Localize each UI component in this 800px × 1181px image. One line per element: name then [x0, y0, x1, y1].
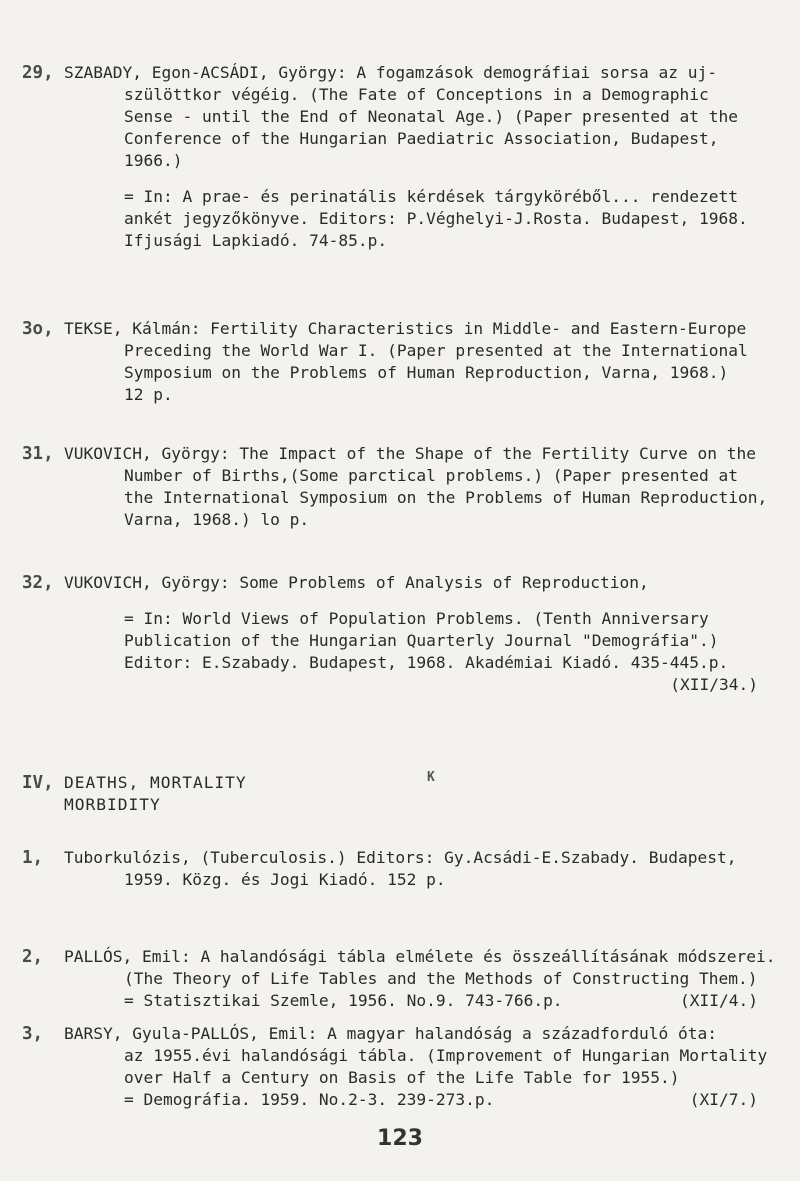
bibliography-entry-30: [22, 318, 772, 406]
section-heading: [22, 772, 772, 816]
entry-source-line: Ifjusági Lapkiadó. 74-85.p.: [124, 231, 388, 250]
entry-source-line: Publication of the Hungarian Quarterly Journal "Demográfia".): [124, 631, 719, 650]
entry-number: 2,: [22, 947, 44, 967]
entry-line: Conference of the Hungarian Paediatric Association, Budapest,: [124, 129, 719, 148]
bibliography-entry-32: [22, 572, 772, 696]
entry-number: 3,: [22, 1024, 44, 1044]
entry-source-line: ankét jegyzőkönyve. Editors: P.Véghelyi-J.Rosta. Budapest, 1968.: [124, 209, 748, 228]
entry-heading: PALLÓS, Emil: A halandósági tábla elmélete és összeállításának módszerei.: [64, 947, 776, 966]
entry-number: 31,: [22, 444, 54, 464]
entry-line: [64, 990, 772, 1012]
page-number: 123: [377, 1126, 423, 1151]
entry-line: (The Theory of Life Tables and the Methods of Constructing Them.): [124, 969, 758, 988]
entry-heading: BARSY, Gyula-PALLÓS, Emil: A magyar halandóság a századforduló óta:: [64, 1024, 717, 1043]
entry-line: Number of Births,(Some parctical problems.) (Paper presented at: [124, 466, 738, 485]
entry-line: [64, 1089, 772, 1111]
entry-line: az 1955.évi halandósági tábla. (Improvement of Hungarian Mortality: [124, 1046, 768, 1065]
entry-source-line: = Demográfia. 1959. No.2-3. 239-273.p.: [124, 1090, 495, 1109]
entry-source-line: Editor: E.Szabady. Budapest, 1968. Akadémiai Kiadó. 435-445.p.: [124, 653, 729, 672]
entry-line: Sense - until the End of Neonatal Age.) (Paper presented at the: [124, 107, 738, 126]
entry-line: 1966.): [124, 151, 183, 170]
entry-number: 32,: [22, 573, 54, 593]
entry-heading: SZABADY, Egon-ACSÁDI, György: A fogamzások demográfiai sorsa az uj-: [64, 63, 717, 82]
entry-number: 1,: [22, 848, 44, 868]
bibliography-entry-iv-3: [22, 1023, 772, 1111]
entry-line: 12 p.: [124, 385, 173, 404]
entry-line: over Half a Century on Basis of the Life Table for 1955.): [124, 1068, 680, 1087]
bibliography-entry-29: [22, 62, 772, 252]
entry-source-line: = In: World Views of Population Problems. (Tenth Anniversary: [124, 609, 709, 628]
entry-line: Varna, 1968.) lo p.: [124, 510, 310, 529]
entry-reference: (XII/4.): [680, 991, 758, 1010]
entry-source-line: = Statisztikai Szemle, 1956. No.9. 743-766.p.: [124, 991, 563, 1010]
entry-reference: (XII/34.): [670, 675, 758, 694]
entry-line: the International Symposium on the Problems of Human Reproduction,: [124, 488, 768, 507]
entry-number: 29,: [22, 63, 54, 83]
bibliography-entry-31: [22, 443, 772, 531]
section-title: DEATHS, MORTALITY: [64, 773, 247, 792]
entry-line: 1959. Közg. és Jogi Kiadó. 152 p.: [124, 870, 446, 889]
entry-number: 3o,: [22, 319, 54, 339]
entry-heading: Tuborkulózis, (Tuberculosis.) Editors: Gy.Acsádi-E.Szabady. Budapest,: [64, 848, 737, 867]
section-number: IV,: [22, 773, 54, 793]
entry-heading: VUKOVICH, György: The Impact of the Shape of the Fertility Curve on the: [64, 444, 756, 463]
entry-line: szülöttkor végéig. (The Fate of Conceptions in a Demographic: [124, 85, 709, 104]
handwritten-mark: K: [427, 770, 435, 785]
bibliography-entry-iv-2: [22, 946, 776, 1012]
entry-heading: VUKOVICH, György: Some Problems of Analysis of Reproduction,: [64, 573, 649, 592]
entry-line: Symposium on the Problems of Human Reproduction, Varna, 1968.): [124, 363, 729, 382]
bibliography-entry-iv-1: [22, 847, 772, 891]
entry-source-line: = In: A prae- és perinatális kérdések tárgyköréből... rendezett: [124, 187, 738, 206]
section-subtitle: MORBIDITY: [64, 795, 161, 814]
entry-line: Preceding the World War I. (Paper presented at the International: [124, 341, 748, 360]
entry-heading: TEKSE, Kálmán: Fertility Characteristics in Middle- and Eastern-Europe: [64, 319, 747, 338]
entry-reference: (XI/7.): [689, 1090, 758, 1109]
